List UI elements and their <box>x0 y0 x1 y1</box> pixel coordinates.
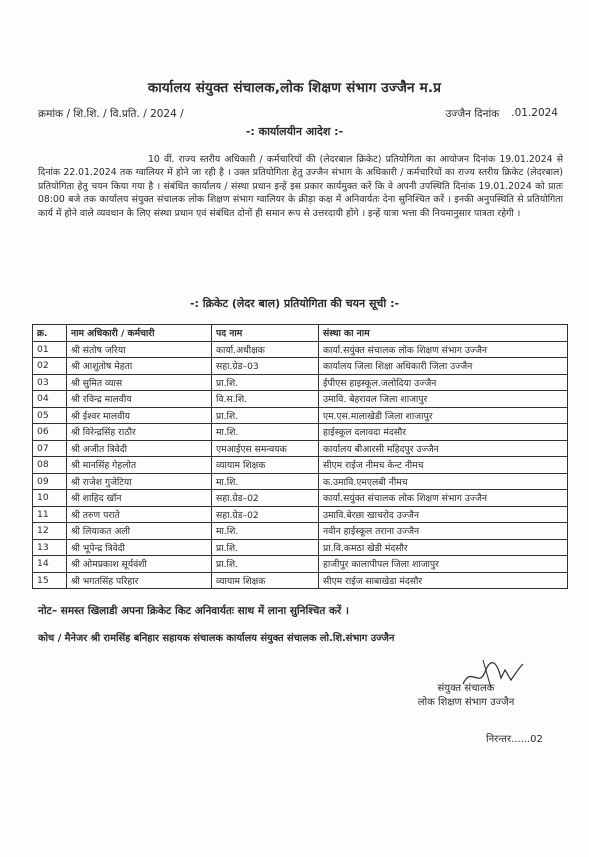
table-header-row <box>33 325 568 342</box>
cell-institution: एम.एस.मालाखेडी जिला शाजापुर <box>319 407 568 424</box>
order-body-text: 10 वीं. राज्य स्तरीय अधिकारी / कर्मचारियों की (लेदरबाल क्रिकेट) प्रतियोगिता का आयोजन दिनांक 19.01.2024 से दिनांक 22.01.2024 तक ग्वालियर में होने जा रही है । उक्त प्रतियोगिता हेतु उज्जैन संभाग के अधिकारी / कर्मचारियों का राज्य स्तरीय क्रिकेट (लेदरबाल) प्रतियोगिता हेतु चयन किया गया है । संबंधित कार्यालय / संस्था प्रधान इन्हें इस प्रकार कार्यमुक्त करें कि वे अपनी उपस्थिति दिनांक 19.01.2024 को प्रातः 08:00 बजे तक कार्यालय संयुक्त संचालक लोक शिक्षण संभाग ग्वालियर के क्रीड़ा कक्ष में अनिवार्यतः देना सुनिश्चित करें । इनकी अनुपस्थिति से प्रतियोगिता कार्य में होने वाले व्यवधान के लिए संस्था प्रधान एवं संबंधित दोनों ही समान रूप से उत्तरदायी होंगे । इन्हें यात्रा भत्ता की नियमानुसार पात्रता रहेगी । <box>38 154 563 219</box>
table-row <box>33 391 568 408</box>
coach-line: कोच / मैनेजर श्री रामसिंह बनिहार सहायक संचालक कार्यालय संयुक्त संचालक लो.शि.संभाग उज्जैन <box>38 633 395 644</box>
cell-name: श्री आशुतोष मेहता <box>67 358 212 375</box>
cell-institution: कार्यालय बीआरसी महिदपुर उज्जैन <box>319 440 568 457</box>
cell-institution: नवीन हाईस्कूल तराना उज्जैन <box>319 523 568 540</box>
cell-post: मा.शि. <box>212 473 319 490</box>
cell-serial: 05 <box>33 407 67 424</box>
cell-post: वि.स.शि. <box>212 391 319 408</box>
table-row <box>33 523 568 540</box>
cell-name: श्री तरुण पराते <box>67 506 212 523</box>
signatory-block <box>396 682 536 710</box>
selection-table <box>32 324 568 589</box>
table-row <box>33 490 568 507</box>
table-row <box>33 440 568 457</box>
cell-post: मा.शि. <box>212 424 319 441</box>
table-body <box>33 341 568 589</box>
col-header-post: पद नाम <box>212 325 319 342</box>
cell-post: प्रा.शि. <box>212 539 319 556</box>
cell-institution: कार्या.सयुंक्त संचालक लोक शिक्षण संभाग उज्जैन <box>319 341 568 358</box>
cell-post: सहा.ग्रेड–02 <box>212 506 319 523</box>
cell-institution: उमावि. बेहरावल जिला शाजापुर <box>319 391 568 408</box>
cell-post: प्रा.शि. <box>212 374 319 391</box>
cell-serial: 07 <box>33 440 67 457</box>
reference-number: क्रमांक / शि.शि. / वि.प्रति. / 2024 / <box>38 108 184 120</box>
cell-post: एमआईएस समन्वयक <box>212 440 319 457</box>
office-title: कार्यालय संयुक्त संचालक,लोक शिक्षण संभाग उज्जैन म.प्र <box>147 80 442 96</box>
cell-name: श्री ईश्वर मालवीय <box>67 407 212 424</box>
cell-post: कार्या.अधीक्षक <box>212 341 319 358</box>
table-row <box>33 572 568 589</box>
cell-institution: कार्या.सयुंक्त संचालक लोक शिक्षण संभाग उज्जैन <box>319 490 568 507</box>
signatory-designation: संयुक्त संचालक <box>437 683 495 694</box>
cell-name: श्री रविन्द्र मालवीय <box>67 391 212 408</box>
continued-marker: निरन्तर......02 <box>486 734 543 745</box>
cell-serial: 02 <box>33 358 67 375</box>
cell-name: श्री विरेन्द्रसिंह राठौर <box>67 424 212 441</box>
cell-institution: कार्यालय जिला शिक्षा अधिकारी जिला उज्जैन <box>319 358 568 375</box>
cell-name: श्री मानसिंह गेहलोत <box>67 457 212 474</box>
signatory-office: लोक शिक्षण संभाग उज्जैन <box>417 697 515 708</box>
kit-note: नोट– समस्त खिलाडी अपना क्रिकेट किट अनिवार्यतः साथ में लाना सुनिश्चित करें । <box>38 605 349 617</box>
cell-serial: 13 <box>33 539 67 556</box>
cell-institution: हाजीपुर कालापीपल जिला शाजापुर <box>319 556 568 573</box>
cell-name: श्री भगतसिंह परिहार <box>67 572 212 589</box>
cell-serial: 12 <box>33 523 67 540</box>
cell-serial: 04 <box>33 391 67 408</box>
cell-institution: ईपीएस हाइस्कूल.जलोदिया उज्जैन <box>319 374 568 391</box>
table-row <box>33 457 568 474</box>
cell-serial: 01 <box>33 341 67 358</box>
table-row <box>33 506 568 523</box>
cell-post: प्रा.शि. <box>212 556 319 573</box>
cell-name: श्री सुमित व्यास <box>67 374 212 391</box>
col-header-serial: क्र. <box>33 325 67 342</box>
selection-list-title: -: क्रिकेट (लेदर बाल) प्रतियोगिता की चयन सूची :- <box>189 297 400 310</box>
cell-institution: सीएम राईज साबाखेडा मंदसौर <box>319 572 568 589</box>
cell-serial: 06 <box>33 424 67 441</box>
cell-serial: 14 <box>33 556 67 573</box>
cell-institution: प्रा.वि.कमठा खेडी मंदसौर <box>319 539 568 556</box>
cell-name: श्री राजेश गुजेटिया <box>67 473 212 490</box>
cell-post: व्यायाम शिक्षक <box>212 457 319 474</box>
table-row <box>33 424 568 441</box>
cell-name: श्री संतोष जरिया <box>67 341 212 358</box>
cell-name: श्री ओमप्रकाश सूर्यवंशी <box>67 556 212 573</box>
order-title: -: कार्यालयीन आदेश :- <box>245 125 344 138</box>
table-row <box>33 341 568 358</box>
table-row <box>33 539 568 556</box>
table-row <box>33 473 568 490</box>
cell-serial: 10 <box>33 490 67 507</box>
cell-name: श्री अजीत त्रिवेदी <box>67 440 212 457</box>
cell-serial: 11 <box>33 506 67 523</box>
cell-post: सहा.ग्रेड–02 <box>212 490 319 507</box>
cell-serial: 08 <box>33 457 67 474</box>
cell-name: श्री शाहिद खॉन <box>67 490 212 507</box>
place-date-label: उज्जैन दिनांक <box>445 108 500 120</box>
cell-serial: 03 <box>33 374 67 391</box>
table-row <box>33 407 568 424</box>
cell-name: श्री भूपेन्द्र त्रिवेदी <box>67 539 212 556</box>
table-row <box>33 556 568 573</box>
place-date <box>446 107 558 121</box>
col-header-institution: संस्था का नाम <box>319 325 568 342</box>
cell-serial: 09 <box>33 473 67 490</box>
table-row <box>33 374 568 391</box>
cell-post: प्रा.शि. <box>212 407 319 424</box>
col-header-name: नाम अधिकारी / कर्मचारी <box>67 325 212 342</box>
order-body <box>38 153 563 220</box>
cell-institution: हाईस्कूल दलावदा मंदसौर <box>319 424 568 441</box>
table-row <box>33 358 568 375</box>
cell-serial: 15 <box>33 572 67 589</box>
reference-line <box>38 107 558 121</box>
cell-institution: उमावि.बेरछा खाचरोद उज्जैन <box>319 506 568 523</box>
cell-post: मा.शि. <box>212 523 319 540</box>
cell-institution: सीएम राईज नीमच केन्ट नीमच <box>319 457 568 474</box>
cell-post: सहा.ग्रेड–03 <box>212 358 319 375</box>
cell-institution: क.उमावि.एमएलबी नीमच <box>319 473 568 490</box>
cell-name: श्री लियाकत अली <box>67 523 212 540</box>
cell-post: व्यायाम शिक्षक <box>212 572 319 589</box>
order-date: .01.2024 <box>511 107 558 119</box>
